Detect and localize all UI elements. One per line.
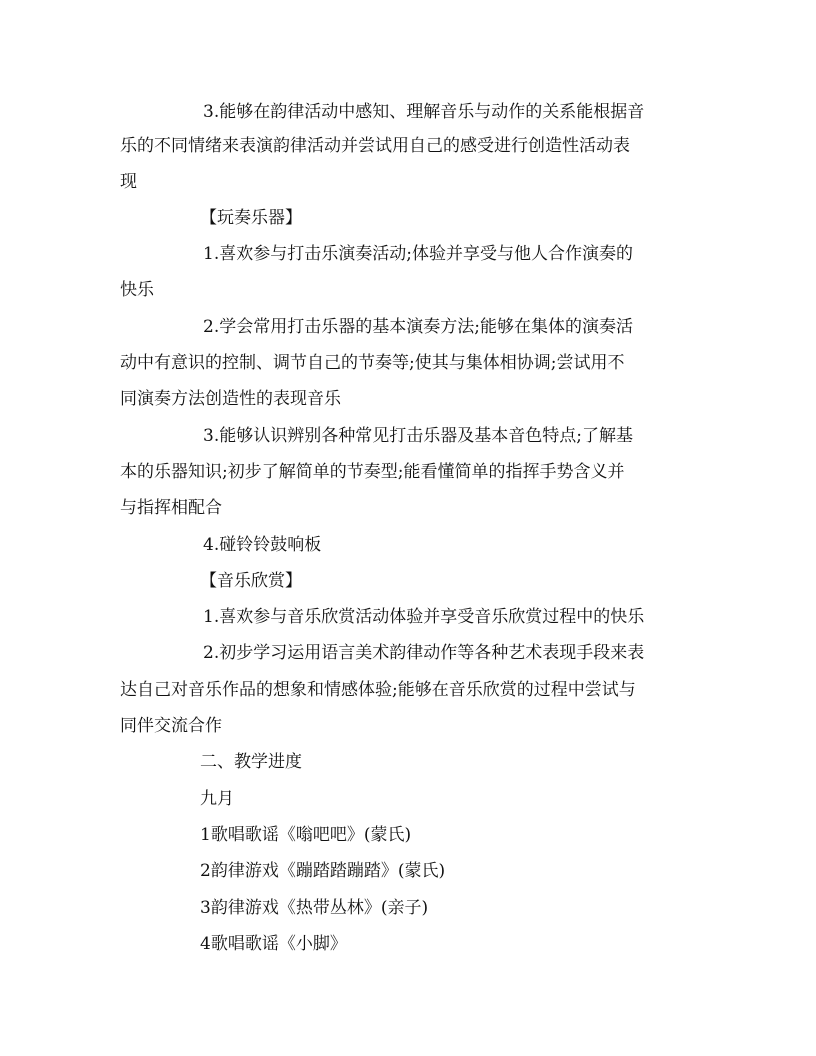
paragraph-line: 3.能够认识辨别各种常见打击乐器及基本音色特点;了解基 — [203, 426, 633, 446]
month-label: 九月 — [200, 789, 234, 809]
section-heading-appreciation: 【音乐欣赏】 — [200, 571, 302, 591]
paragraph-line: 本的乐器知识;初步了解简单的节奏型;能看懂简单的指挥手势含义并 — [120, 462, 625, 482]
paragraph-line: 2.学会常用打击乐器的基本演奏方法;能够在集体的演奏活 — [203, 317, 633, 337]
paragraph-line: 1.喜欢参与打击乐演奏活动;体验并享受与他人合作演奏的 — [203, 244, 633, 264]
paragraph-line: 快乐 — [120, 280, 154, 300]
paragraph-line: 4.碰铃铃鼓响板 — [203, 535, 322, 555]
list-item: 3韵律游戏《热带丛林》(亲子) — [200, 898, 429, 918]
paragraph-line: 现 — [120, 172, 137, 192]
paragraph-line: 达自己对音乐作品的想象和情感体验;能够在音乐欣赏的过程中尝试与 — [120, 680, 636, 700]
section-heading-schedule: 二、教学进度 — [200, 752, 302, 772]
paragraph-line: 1.喜欢参与音乐欣赏活动体验并享受音乐欣赏过程中的快乐 — [203, 607, 645, 627]
paragraph-line: 同伴交流合作 — [120, 716, 222, 736]
paragraph-line: 2.初步学习运用语言美术韵律动作等各种艺术表现手段来表 — [203, 643, 645, 663]
list-item: 4歌唱歌谣《小脚》 — [200, 934, 347, 954]
paragraph-line: 乐的不同情绪来表演韵律活动并尝试用自己的感受进行创造性活动表 — [120, 136, 630, 156]
section-heading-instruments: 【玩奏乐器】 — [200, 208, 302, 228]
paragraph-line: 动中有意识的控制、调节自己的节奏等;使其与集体相协调;尝试用不 — [120, 353, 625, 373]
paragraph-line: 3.能够在韵律活动中感知、理解音乐与动作的关系能根据音 — [203, 102, 645, 122]
paragraph-line: 与指挥相配合 — [120, 498, 222, 518]
paragraph-line: 同演奏方法创造性的表现音乐 — [120, 389, 341, 409]
list-item: 2韵律游戏《蹦踏踏蹦踏》(蒙氏) — [200, 861, 446, 881]
list-item: 1歌唱歌谣《嗡吧吧》(蒙氏) — [200, 825, 412, 845]
